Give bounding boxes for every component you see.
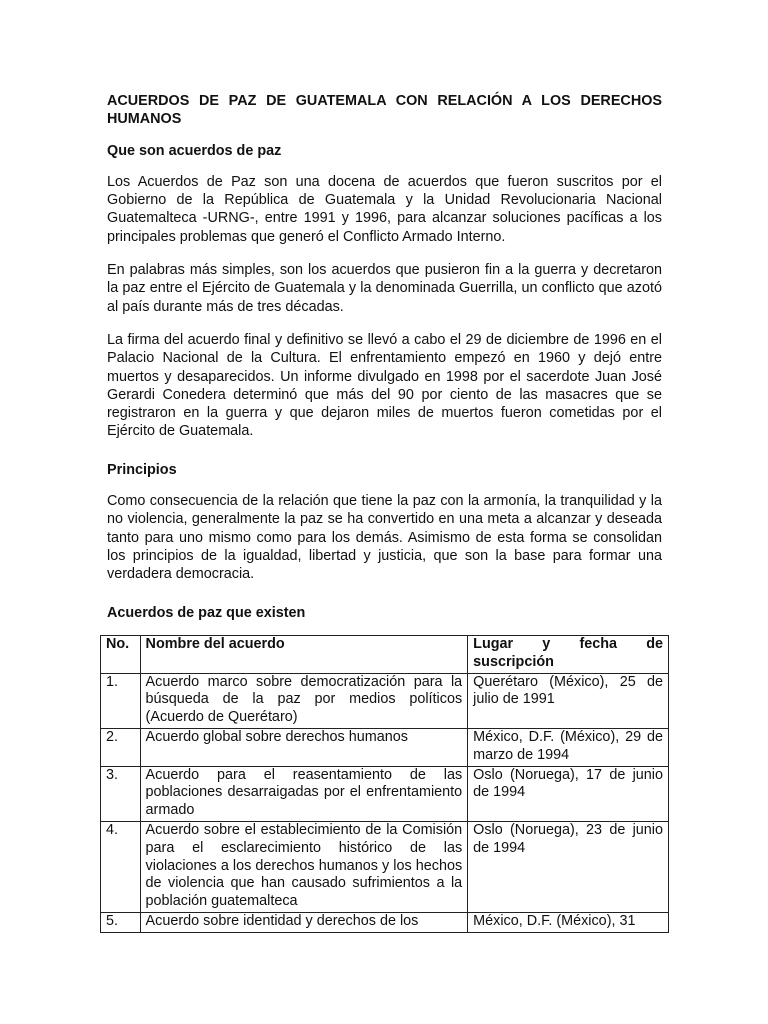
- document-title: ACUERDOS DE PAZ DE GUATEMALA CON RELACIÓN A LOS DERECHOS HUMANOS: [107, 93, 662, 128]
- paragraph-simple-explanation: En palabras más simples, son los acuerdos que pusieron fin a la guerra y decretaron la paz entre el Ejército de Guatemala y la denominada Guerrilla, un conflicto que azotó al país durante más de tres décadas.: [107, 262, 662, 315]
- paragraph-principles: Como consecuencia de la relación que tiene la paz con la armonía, la tranquilidad y la no violencia, generalmente la paz se ha convertido en una meta a alcanzar y deseada tanto para uno mismo como para los demás. Asimismo de esta forma se consolidan los principios de la igualdad, libertad y justicia, que son la base para formar una verdadera democracia.: [107, 493, 662, 583]
- row-place-date: Querétaro (México), 25 de julio de 1991: [468, 673, 669, 728]
- header-place-date-line1: Lugar y fecha de: [473, 636, 663, 652]
- paragraph-final-signing: La firma del acuerdo final y definitivo se llevó a cabo el 29 de diciembre de 1996 en el Palacio Nacional de la Cultura. El enfrentamiento empezó en 1960 y dejó entre muertos y desaparecidos. Un informe divulgado en 1998 por el sacerdote Juan José Gerardi Conedera determinó que más del 90 por ciento de las masacres que se registraron en la guerra y que dejaron miles de muertos fueron cometidas por el Ejército de Guatemala.: [107, 331, 662, 440]
- header-place-date: [468, 636, 669, 674]
- row-agreement-name: Acuerdo global sobre derechos humanos: [140, 728, 468, 766]
- table-header-row: [101, 636, 669, 674]
- table-row: [101, 912, 669, 932]
- paragraph-definition: Los Acuerdos de Paz son una docena de acuerdos que fueron suscritos por el Gobierno de la República de Guatemala y la Unidad Revolucionaria Nacional Guatemalteca -URNG-, entre 1991 y 1996, para alcanzar soluciones pacíficas a los principales problemas que generó el Conflicto Armado Interno.: [107, 173, 662, 245]
- row-number: 2.: [101, 728, 141, 766]
- row-agreement-name: Acuerdo sobre el establecimiento de la Comisión para el esclarecimiento histórico de las violaciones a los derechos humanos y los hechos de violencia que han causado sufrimientos a la población guatemalteca: [140, 821, 468, 912]
- row-number: 4.: [101, 821, 141, 912]
- table-row: [101, 766, 669, 821]
- row-agreement-name: Acuerdo para el reasentamiento de las poblaciones desarraigadas por el enfrentamiento armado: [140, 766, 468, 821]
- row-place-date: México, D.F. (México), 29 de marzo de 1994: [468, 728, 669, 766]
- table-row: [101, 821, 669, 912]
- row-agreement-name: Acuerdo sobre identidad y derechos de los: [140, 912, 468, 932]
- row-agreement-name: Acuerdo marco sobre democratización para la búsqueda de la paz por medios políticos (Acuerdo de Querétaro): [140, 673, 468, 728]
- document-page: [107, 92, 662, 632]
- table-row: [101, 728, 669, 766]
- row-place-date: México, D.F. (México), 31: [468, 912, 669, 932]
- header-place-date-line2: suscripción: [473, 653, 554, 670]
- section-heading-acuerdos-existen: Acuerdos de paz que existen: [107, 604, 306, 621]
- section-heading-que-son: Que son acuerdos de paz: [107, 142, 282, 159]
- row-number: 5.: [101, 912, 141, 932]
- row-place-date: Oslo (Noruega), 17 de junio de 1994: [468, 766, 669, 821]
- header-agreement-name: Nombre del acuerdo: [140, 636, 468, 674]
- header-number: No.: [101, 636, 141, 674]
- section-heading-principios: Principios: [107, 461, 177, 478]
- row-number: 3.: [101, 766, 141, 821]
- row-number: 1.: [101, 673, 141, 728]
- row-place-date: Oslo (Noruega), 23 de junio de 1994: [468, 821, 669, 912]
- agreements-table: [100, 635, 669, 933]
- table-row: [101, 673, 669, 728]
